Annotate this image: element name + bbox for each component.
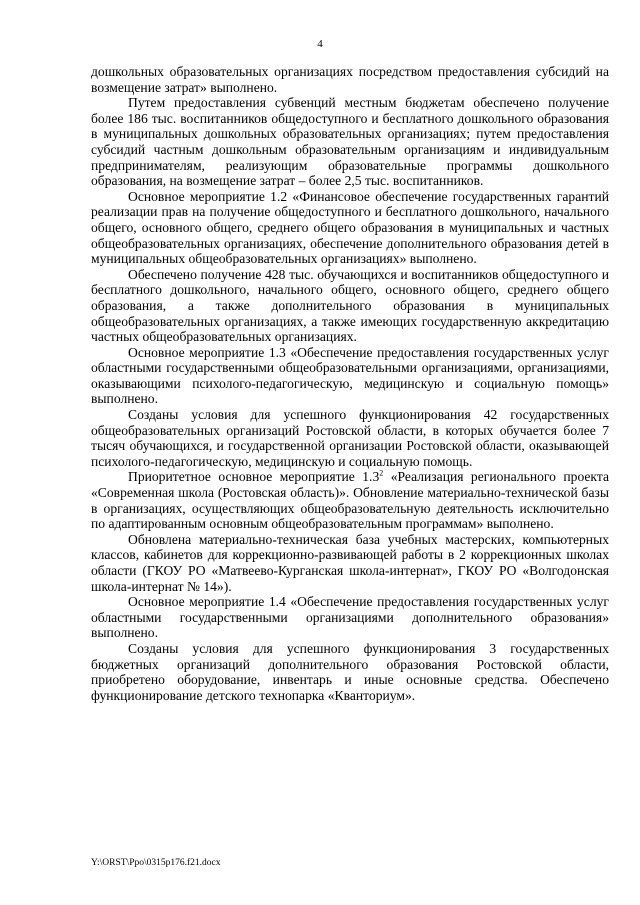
paragraph: Созданы условия для успешного функционирования 3 государственных бюджетных организаций дополнительного образования Ростовской области, приобретено оборудование, инвентарь и иные основные средства. Обеспечено функционирование детского технопарка «Кванториум». <box>91 640 609 703</box>
document-body <box>91 64 609 703</box>
page-number: 4 <box>317 38 323 50</box>
paragraph: дошкольных образовательных организациях посредством предоставления субсидий на возмещение затрат» выполнено. <box>91 64 609 95</box>
footer-file-path: Y:\ORST\Ppo\0315p176.f21.docx <box>91 858 221 868</box>
paragraph: Созданы условия для успешного функционирования 42 государственных общеобразовательных организаций Ростовской области, в которых обучается более 7 тысяч обучающихся, и государственной организации Ростовской области, оказывающей психолого-педагогическую, медицинскую и социальную помощь. <box>91 407 609 469</box>
paragraph: Основное мероприятие 1.2 «Финансовое обеспечение государственных гарантий реализации прав на получение общедоступного и бесплатного дошкольного, начального общего, основного общего, среднего общего образования в муниципальных и частных общеобразовательных организациях, обеспечение дополнительного образования детей в муниципальных общеобразовательных организациях» выполнено. <box>91 188 609 267</box>
paragraph: Путем предоставления субвенций местным бюджетам обеспечено получение более 186 тыс. воспитанников общедоступного и бесплатного дошкольного образования в муниципальных дошкольных образовательных организациях; путем предоставления субсидий частным дошкольным образовательным организациям и индивидуальным предпринимателям, реализующим образовательные программы дошкольного образования, на возмещение затрат – более 2,5 тыс. воспитанников. <box>91 95 609 189</box>
paragraph: Основное мероприятие 1.4 «Обеспечение предоставления государственных услуг областными государственными организациями дополнительного образования» выполнено. <box>91 594 609 641</box>
paragraph-text-before: Приоритетное основное мероприятие 1.3 <box>128 469 380 485</box>
paragraph-with-superscript <box>91 469 609 531</box>
paragraph: Основное мероприятие 1.3 «Обеспечение предоставления государственных услуг областными государственными общеобразовательными организациями, организациями, оказывающими психолого-педагогическую, медицинскую и социальную помощь» выполнено. <box>91 344 609 407</box>
paragraph-text-after: «Реализация регионального проекта «Современная школа (Ростовская область)». Обновление материально-технической базы в организациях, осуществляющих общеобразовательную деятельность исключительно по адаптированным основным общеобразовательным программам» выполнено. <box>91 469 609 532</box>
paragraph: Обновлена материально-техническая база учебных мастерских, компьютерных классов, кабинетов для коррекционно-развивающей работы в 2 коррекционных школах области (ГКОУ РО «Матвеево-Курганская школа-интернат», ГКОУ РО «Волгодонская школа-интернат № 14»). <box>91 531 609 594</box>
paragraph: Обеспечено получение 428 тыс. обучающихся и воспитанников общедоступного и бесплатного дошкольного, начального общего, основного общего, среднего общего образования, а также дополнительного образования в муниципальных общеобразовательных организациях, а также имеющих государственную аккредитацию частных общеобразовательных организациях. <box>91 266 609 345</box>
superscript-marker: 2 <box>379 468 384 478</box>
